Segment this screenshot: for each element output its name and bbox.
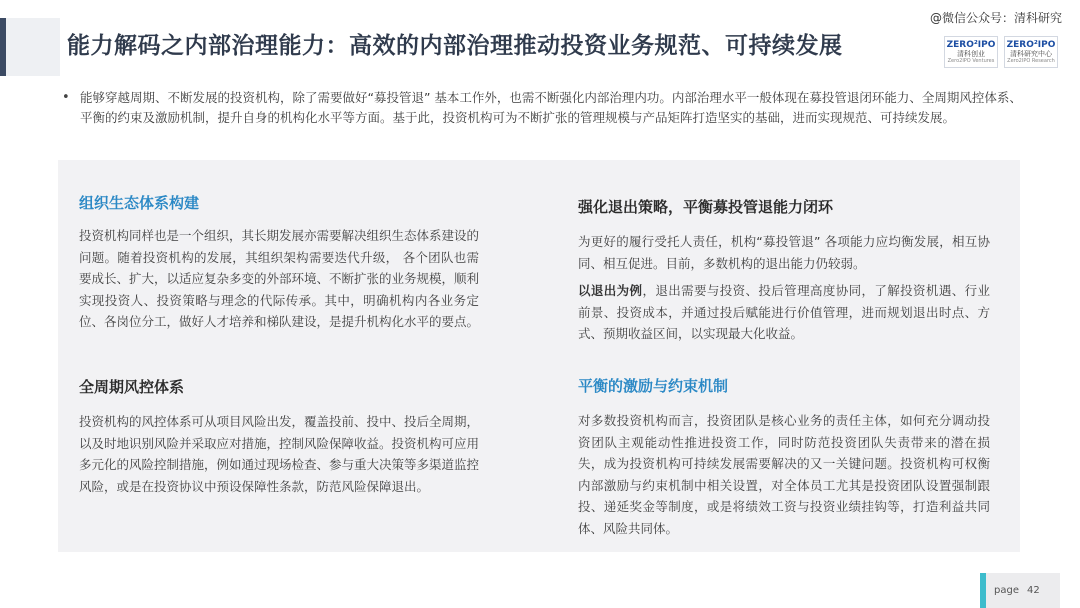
page-number: 42 [1026,585,1040,596]
section-exit-body-2-text: ，退出需要与投资、投后管理高度协同，了解投资机遇、行业前景、投资成本，并通过投后赋能进行价值管理，进而规划退出时点、方式、预期收益区间，以实现最大化收益。 [578,283,990,341]
section-incentive [578,375,990,539]
section-exit [578,196,990,345]
page-indicator [980,573,1060,608]
bullet-icon: • [62,90,70,105]
section-incentive-body: 对多数投资机构而言，投资团队是核心业务的责任主体，如何充分调动投资团队主观能动性推进投资工作，同时防范投资团队失责带来的潜在损失，成为投资机构可持续发展需要解决的又一关键问题。投资机构可权衡内部激励与约束机制中相关设置，对全体员工尤其是投资团队设置强制跟投、递延奖金等制度，或是将绩效工资与投资业绩挂钩等，打造利益共同体、风险共同体。 [578,413,990,536]
section-exit-lead: 以退出为例 [578,283,643,298]
intro-text: 能够穿越周期、不断发展的投资机构，除了需要做好“募投管退” 基本工作外，也需不断强化内部治理内功。内部治理水平一般体现在募投管退闭环能力、全周期风控体系、平衡的约束及激励机制，提升自身的机构化水平等方面。基于此，投资机构可为不断扩张的管理规模与产品矩阵打造坚实的基础，进而实现规范、可持续发展。 [80,90,1022,125]
logo-zero2ipo-research: ZERO²IPO 清科研究中心 Zero2IPO Research [1004,36,1058,68]
section-incentive-heading: 平衡的激励与约束机制 [578,377,729,395]
section-org [79,192,479,333]
section-org-body: 投资机构同样也是一个组织，其长期发展亦需要解决组织生态体系建设的问题。随着投资机构的发展，其组织架构需要迭代升级， 各个团队也需要成长、扩大，以适应复杂多变的外部环境、不断扩张的业务规模，顺利实现投资人、投资策略与理念的代际传承。其中，明确机构内各业务定位、各岗位分工，做好人才培养和梯队建设，是提升机构化水平的要点。 [79,228,480,329]
brand-logos [944,36,1058,68]
intro-paragraph [62,88,1030,128]
section-exit-body-1: 为更好的履行受托人责任，机构“募投管退” 各项能力应均衡发展，相互协同、相互促进。目前，多数机构的退出能力仍较弱。 [578,234,990,271]
logo-zero2ipo-ventures: ZERO²IPO 清科创业 Zero2IPO Ventures [944,36,998,68]
page-stripe [980,573,986,608]
title-accent-block [6,18,60,76]
section-exit-heading: 强化退出策略，平衡募投管退能力闭环 [578,198,834,216]
page-label: page [994,585,1019,596]
section-risk-body: 投资机构的风控体系可从项目风险出发，覆盖投前、投中、投后全周期，以及时地识别风险并采取应对措施，控制风险保障收益。投资机构可应用多元化的风险控制措施，例如通过现场检查、参与重大决策等多渠道监控风险，或是在投资协议中预设保障性条款，防范风险保障退出。 [79,414,480,494]
page-title: 能力解码之内部治理能力：高效的内部治理推动投资业务规范、可持续发展 [67,33,843,59]
section-risk-heading: 全周期风控体系 [79,378,185,396]
watermark-text: @微信公众号：清科研究 [929,11,1062,25]
section-org-heading: 组织生态体系构建 [79,194,200,212]
section-risk [79,376,479,497]
section-exit-body-2 [578,280,990,345]
